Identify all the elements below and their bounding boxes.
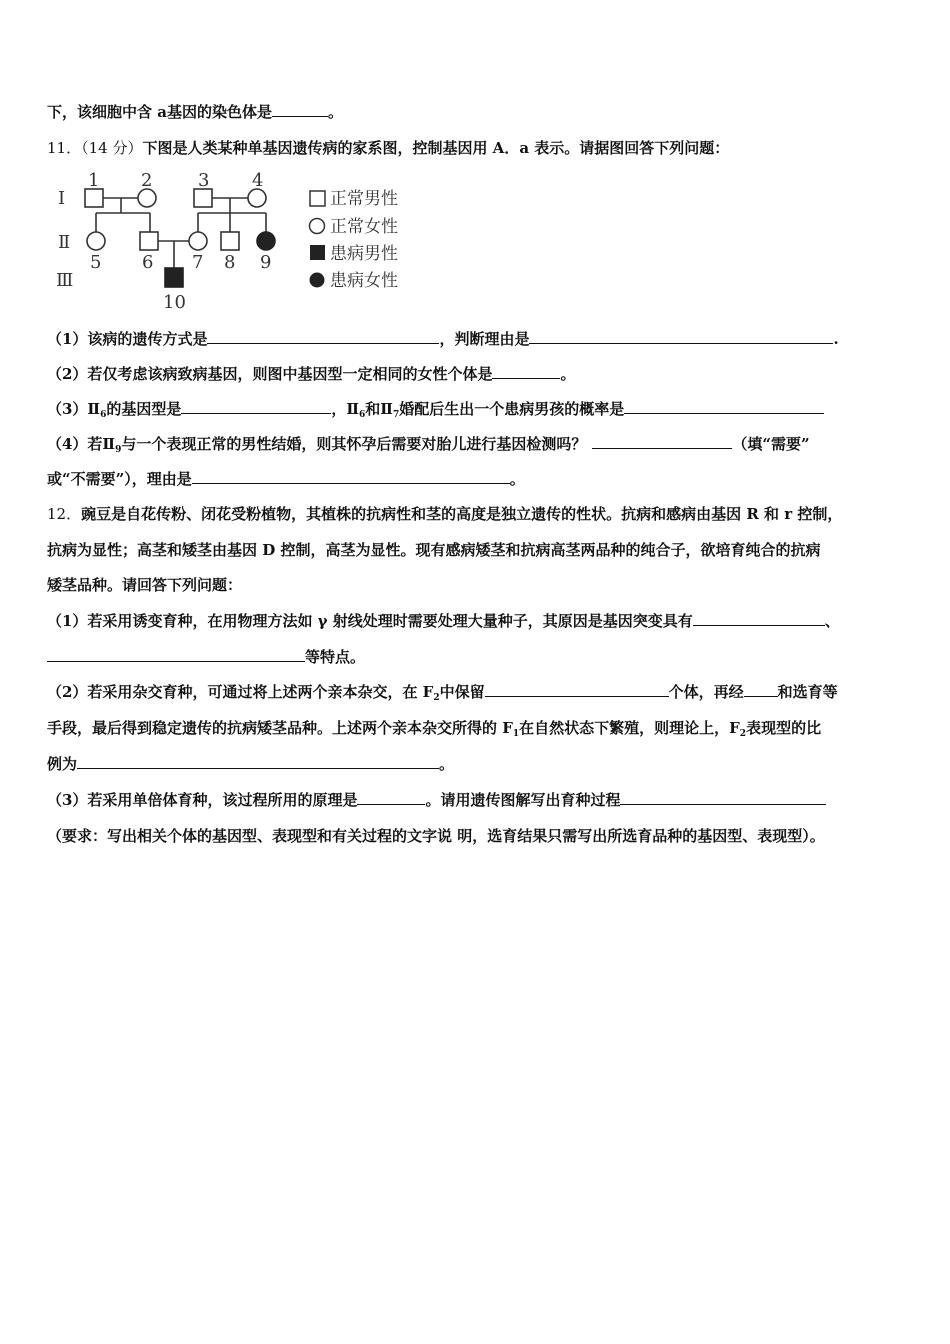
generation-label: Ⅰ xyxy=(58,188,66,209)
text-segment: （1）该病的遗传方式是 xyxy=(47,330,208,348)
text-segment: 。 xyxy=(509,470,525,488)
question-11-part-1 xyxy=(47,329,839,349)
text-segment: （3）若采用单倍体育种，该过程所用的原理是 xyxy=(47,791,358,809)
text-segment: 例为 xyxy=(47,755,78,773)
text-segment: 或“不需要”），理由是 xyxy=(47,470,192,488)
generation-label: Ⅲ xyxy=(56,270,74,291)
question-12-part-2 xyxy=(47,682,838,708)
individual-9-affected-female xyxy=(257,232,275,250)
subscript: 2 xyxy=(433,693,440,703)
text-segment: 。请用遗传图解写出育种过程 xyxy=(425,791,621,809)
text-segment: . xyxy=(833,330,839,348)
individual-number: 9 xyxy=(260,252,272,273)
subscript: 1 xyxy=(512,729,520,739)
question-12-part-3 xyxy=(47,790,826,810)
text-segment: ，Ⅱ xyxy=(331,400,360,418)
text-segment: 、 xyxy=(824,612,840,630)
text-segment: 。 xyxy=(328,103,344,121)
individual-5-normal-female xyxy=(87,232,105,250)
text-segment: 抗病为显性；高茎和矮茎由基因 D 控制，高茎为显性。现有感病矮茎和抗病高茎两品种的纯合子，欲培育纯合的抗病 xyxy=(47,541,821,559)
question-12-part-2-cont xyxy=(47,754,454,774)
text-segment: （2）若采用杂交育种，可通过将上述两个亲本杂交，在 F xyxy=(47,683,434,701)
subscript: 9 xyxy=(115,445,122,455)
text-segment: a xyxy=(157,103,167,121)
answer-blank[interactable] xyxy=(492,364,560,379)
question-12-text xyxy=(47,540,820,560)
text-segment: （填“需要” xyxy=(732,435,810,453)
answer-blank[interactable] xyxy=(192,469,510,484)
question-text: 豌豆是自花传粉、闭花受粉植物，其植株的抗病性和茎的高度是独立遗传的性状。抗病和感病由基因 R 和 r 控制， xyxy=(81,505,843,523)
individual-number: 8 xyxy=(224,252,236,273)
question-12-text xyxy=(47,575,242,595)
text-segment: 矮茎品种。请回答下列问题： xyxy=(47,576,243,594)
text-segment: ，判断理由是 xyxy=(439,330,530,348)
answer-blank[interactable] xyxy=(744,682,778,697)
answer-blank[interactable] xyxy=(529,329,833,344)
text-segment: （要求：写出相关个体的基因型、表现型和有关过程的文字说 明，选育结果只需写出所选育品种的基因型、表现型）。 xyxy=(47,827,825,845)
individual-number: 6 xyxy=(142,252,154,273)
subscript: 6 xyxy=(100,410,107,420)
question-number: 12． xyxy=(47,505,82,523)
text-segment: 表现型的比 xyxy=(746,719,822,737)
individual-number: 1 xyxy=(88,170,100,191)
answer-blank[interactable] xyxy=(620,790,826,805)
text-segment: 的基因型是 xyxy=(106,400,182,418)
question-score: （14 分） xyxy=(81,139,143,157)
text-segment: 与一个表现正常的男性结婚，则其怀孕后需要对胎儿进行基因检测吗？ xyxy=(121,435,587,453)
individual-3-normal-male xyxy=(194,189,212,207)
text-segment: （2）若仅考虑该病致病基因，则图中基因型一定相同的女性个体是 xyxy=(47,365,493,383)
individual-number: 5 xyxy=(90,252,102,273)
individual-8-normal-male xyxy=(221,232,239,250)
text-segment: （4）若Ⅱ xyxy=(47,435,116,453)
text-segment: （3）Ⅱ xyxy=(47,400,101,418)
answer-blank[interactable] xyxy=(181,399,331,414)
pedigree-chart xyxy=(52,170,432,315)
question-text: 下图是人类某种单基因遗传病的家系图，控制基因用 A．a 表示。请据图回答下列问题： xyxy=(142,139,730,157)
legend-label: 患病男性 xyxy=(330,244,398,264)
individual-10-affected-male xyxy=(165,268,183,287)
individual-4-normal-female xyxy=(248,189,266,207)
question-11-header xyxy=(47,138,729,158)
question-11-part-2 xyxy=(47,364,575,384)
question-11-part-3 xyxy=(47,399,824,425)
legend-normal-male-icon xyxy=(310,191,325,206)
text-segment: 下，该细胞中含 xyxy=(47,103,153,121)
text-segment: 婚配后生出一个患病男孩的概率是 xyxy=(399,400,625,418)
generation-label: Ⅱ xyxy=(58,232,71,253)
individual-number: 2 xyxy=(141,170,153,191)
text-segment: 等特点。 xyxy=(305,648,366,666)
individual-7-normal-female xyxy=(189,232,207,250)
individual-number: 4 xyxy=(252,170,264,191)
text-segment: 。 xyxy=(439,755,455,773)
answer-blank[interactable] xyxy=(693,611,825,626)
question-12-header xyxy=(47,504,842,524)
subscript: 7 xyxy=(392,410,400,420)
legend-label: 患病女性 xyxy=(330,271,398,291)
text-segment: 和Ⅱ xyxy=(365,400,393,418)
text-segment: 和选育等 xyxy=(777,683,838,701)
answer-blank[interactable] xyxy=(624,399,824,414)
subscript: 2 xyxy=(739,729,747,739)
question-12-part-2-cont xyxy=(47,718,821,744)
question-11-part-4-cont xyxy=(47,469,525,489)
individual-1-normal-male xyxy=(85,189,103,207)
legend-label: 正常男性 xyxy=(330,189,398,209)
question-11-part-4 xyxy=(47,434,810,460)
answer-blank[interactable] xyxy=(592,434,732,449)
individual-number: 7 xyxy=(192,252,204,273)
question-12-part-1-cont xyxy=(47,647,365,667)
legend-affected-male-icon xyxy=(310,245,325,260)
legend-affected-female-icon xyxy=(310,273,325,288)
individual-6-normal-male xyxy=(140,232,158,250)
text-line-1 xyxy=(47,102,343,122)
text-segment: 基因的染色体是 xyxy=(166,103,272,121)
answer-blank[interactable] xyxy=(207,329,439,344)
text-segment: 。 xyxy=(560,365,576,383)
text-segment: 手段，最后得到稳定遗传的抗病矮茎品种。上述两个亲本杂交所得的 F xyxy=(47,719,513,737)
individual-2-normal-female xyxy=(138,189,156,207)
answer-blank[interactable] xyxy=(77,754,439,769)
question-12-part-3-requirements xyxy=(47,826,825,846)
text-segment: 在自然状态下繁殖，则理论上，F xyxy=(519,719,740,737)
answer-blank[interactable] xyxy=(47,647,305,662)
question-number: 11． xyxy=(47,139,82,157)
subscript: 6 xyxy=(359,410,366,420)
answer-blank[interactable] xyxy=(357,790,425,805)
answer-blank[interactable] xyxy=(485,682,669,697)
legend-normal-female-icon xyxy=(310,219,325,234)
individual-number: 10 xyxy=(163,292,186,313)
text-segment: 个体，再经 xyxy=(668,683,744,701)
answer-blank[interactable] xyxy=(272,102,328,117)
question-12-part-1 xyxy=(47,611,840,631)
text-segment: 中保留 xyxy=(439,683,485,701)
text-segment: （1）若采用诱变育种，在用物理方法如 γ 射线处理时需要处理大量种子，其原因是基因突变具有 xyxy=(47,612,693,630)
legend-label: 正常女性 xyxy=(330,217,398,237)
individual-number: 3 xyxy=(198,170,210,191)
